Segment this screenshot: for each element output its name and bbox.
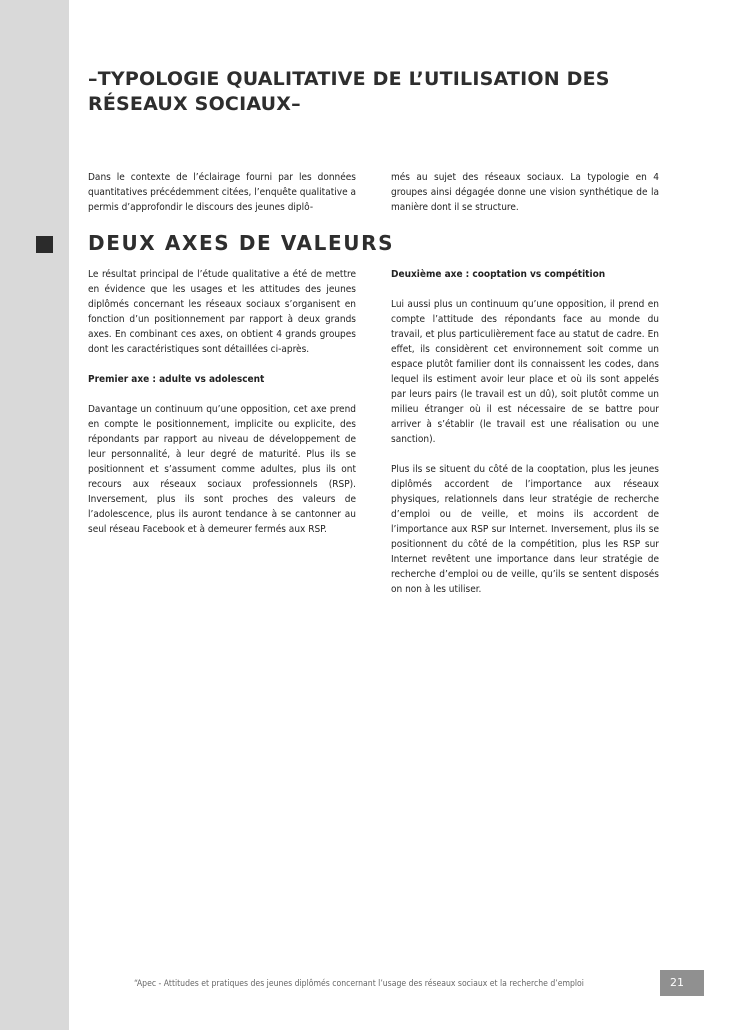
footer-text: “Apec - Attitudes et pratiques des jeunes diplômés concernant l’usage des réseaux sociaux et la recherche d’emploi — [134, 979, 584, 989]
section-title: DEUX AXES DE VALEURS — [88, 231, 395, 255]
paragraph-second-axis: Lui aussi plus un continuum qu’une opposition, il prend en compte l’attitude des répondants face au monde du travail, et plus particulièrement face au statut de cadre. En effet, ils considèrent cet environnement soit comme un espace plutôt familier dont ils connaissent les codes, dans lequel ils estiment avoir leur place et où ils sont appelés par leurs pairs (le travail est un dû), soit plutôt comme un milieu étranger où il est nécessaire de se battre pour arriver à s’établir (le travail est une réalisation ou une sanction). — [391, 299, 659, 445]
intro-paragraph-left: Dans le contexte de l’éclairage fourni par les données quantitatives précédemment citées, l’enquête qualitative a permis d’approfondir le discours des jeunes diplô- — [88, 172, 356, 213]
sidebar-bar — [0, 0, 69, 1030]
body-left-column — [88, 267, 356, 537]
paragraph-cooptation: Plus ils se situent du côté de la cooptation, plus les jeunes diplômés accordent de l’importance aux réseaux physiques, relationnels dans leur stratégie de recherche d’emploi ou de veille, et moins ils accordent de l’importance aux RSP sur Internet. Inversement, plus ils se positionnent du côté de la compétition, plus les RSP sur Internet revêtent une importance dans leur stratégie de recherche d’emploi ou de veille, qu’ils se sentent disposés on non à les utiliser. — [391, 464, 659, 595]
page-title-line-2: RÉSEAUX SOCIAUX– — [88, 93, 301, 115]
subheading-first-axis: Premier axe : adulte vs adolescent — [88, 374, 265, 385]
page-number: 21 — [660, 970, 704, 996]
subheading-second-axis: Deuxième axe : cooptation vs compétition — [391, 269, 606, 280]
intro-paragraph-right: més au sujet des réseaux sociaux. La typologie en 4 groupes ainsi dégagée donne une vision synthétique de la manière dont il se structure. — [391, 172, 659, 213]
paragraph-first-axis: Davantage un continuum qu’une opposition, cet axe prend en compte le positionnement, implicite ou explicite, des répondants par rapport au niveau de développement de leur personnalité, à leur degré de maturité. Plus ils se positionnent et s’assument comme adultes, plus ils ont recours aux réseaux sociaux professionnels (RSP). Inversement, plus ils sont proches des valeurs de l’adolescence, plus ils auront tendance à se cantonner au seul réseau Facebook et à demeurer fermés aux RSP. — [88, 404, 356, 535]
body-right-column — [391, 267, 659, 597]
paragraph-result: Le résultat principal de l’étude qualitative a été de mettre en évidence que les usages et les attitudes des jeunes diplômés concernant les réseaux sociaux s’organisent en fonction d’un positionnement par rapport à deux grands axes. En combinant ces axes, on obtient 4 grands groupes dont les caractéristiques sont détaillées ci-après. — [88, 269, 356, 355]
page-title-line-1: –TYPOLOGIE QUALITATIVE DE L’UTILISATION DES — [88, 68, 610, 90]
intro-left-column — [88, 170, 356, 215]
section-marker-square-icon — [36, 236, 53, 253]
page-title — [88, 67, 688, 117]
intro-right-column — [391, 170, 659, 215]
